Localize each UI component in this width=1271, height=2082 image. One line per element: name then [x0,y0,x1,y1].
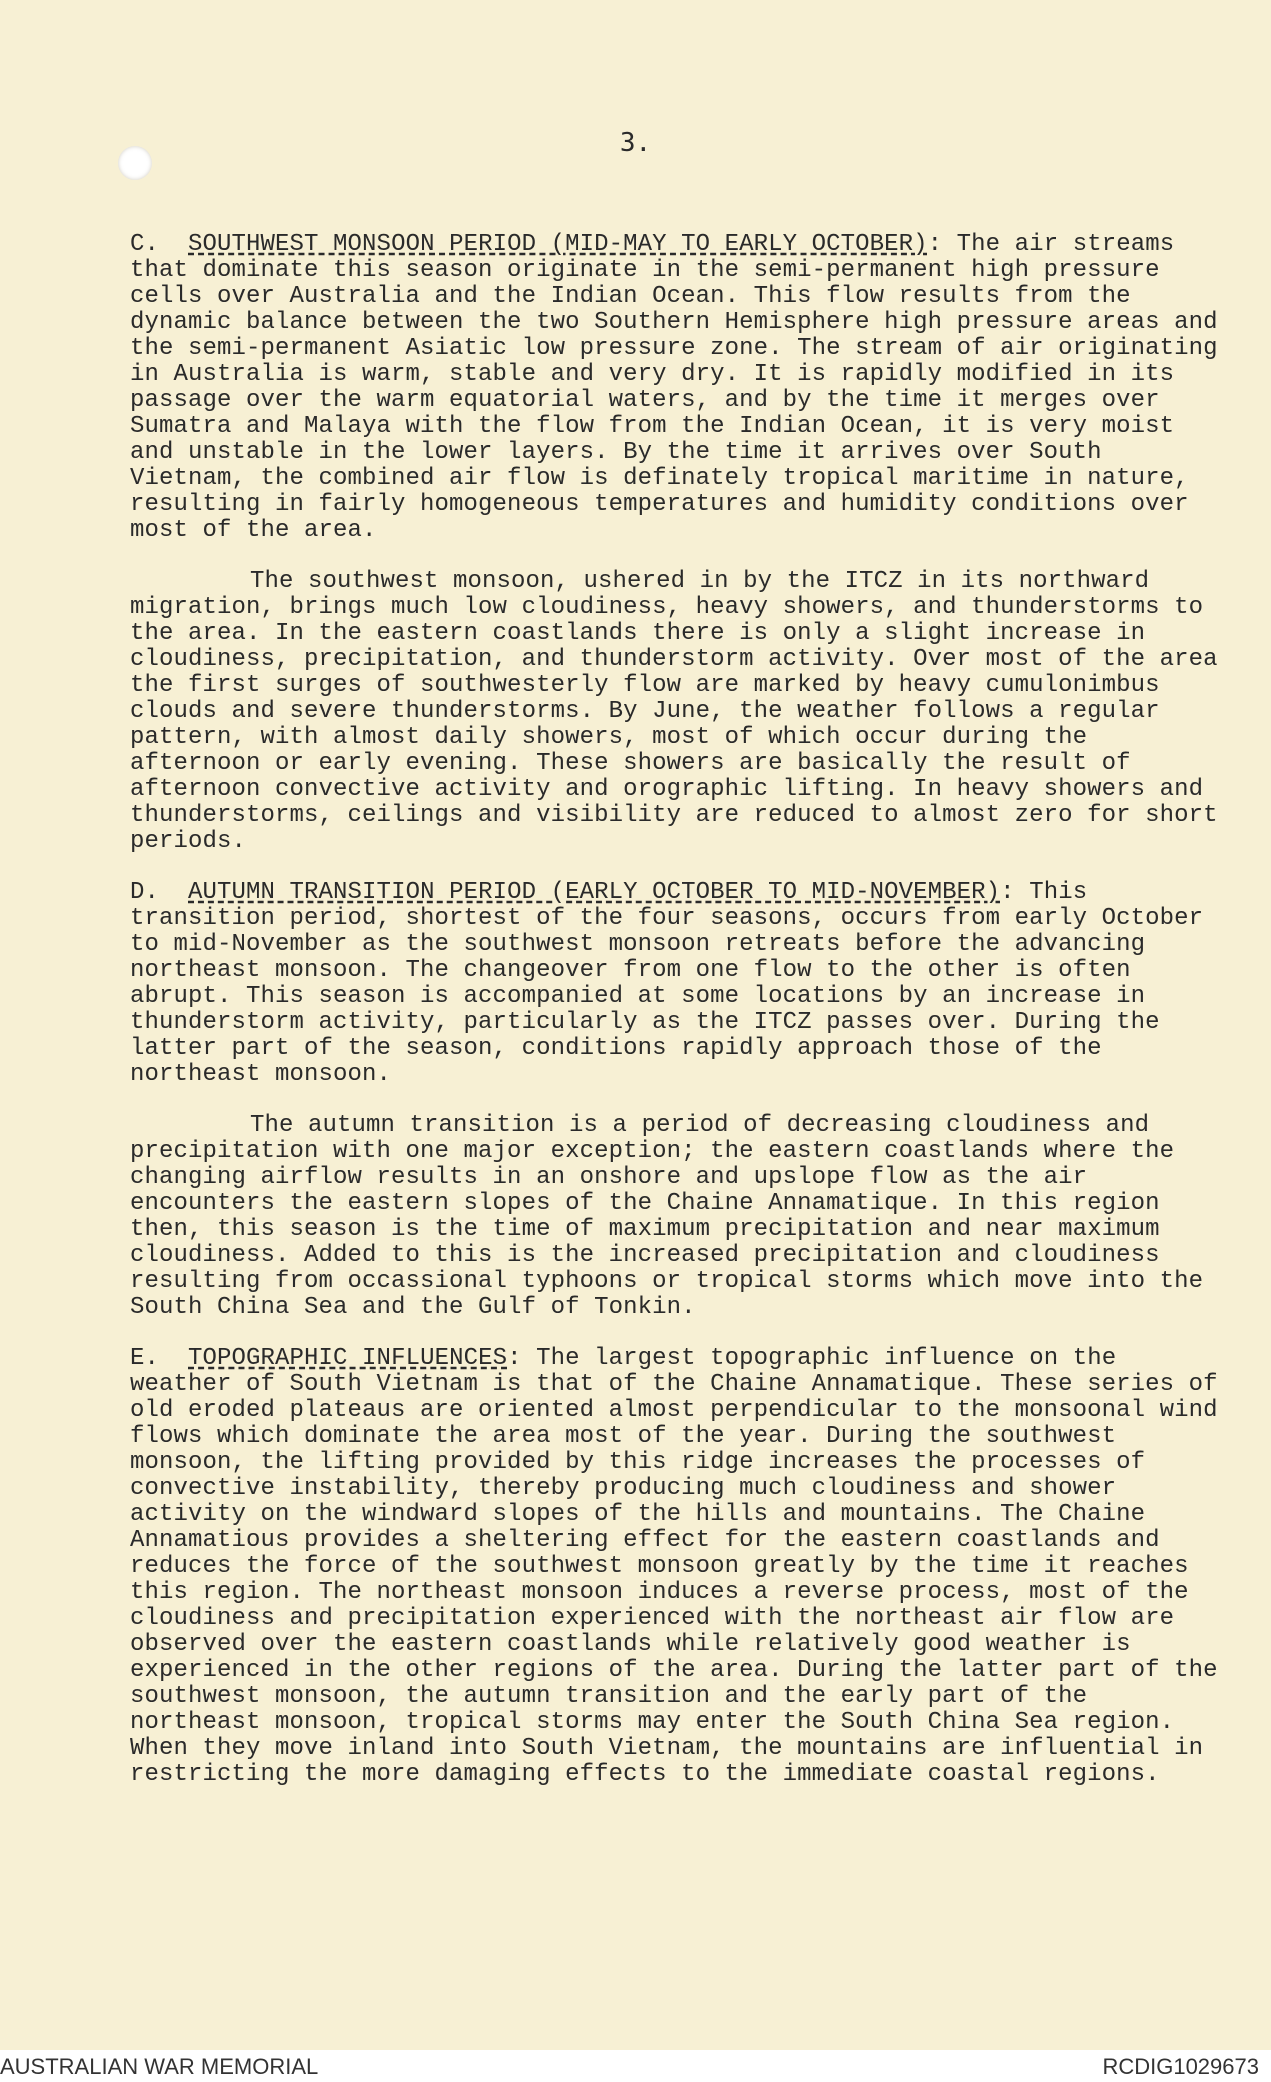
section-c-text: The air streams that dominate this season originate in the semi-permanent high pressure cells over Australia and the Indian Ocean. This flow results from the dynamic balance between the two Southern Hemisphere high pressure areas and the semi-permanent Asiatic low pressure zone. The stream of air originating in Australia is warm, stable and very dry. It is rapidly modified in its passage over the warm equatorial waters, and by the time it merges over Sumatra and Malaya with the flow from the Indian Ocean, it is very moist and unstable in the lower layers. By the time it arrives over South Vietnam, the combined air flow is definately tropical maritime in nature, resulting in fairly homogeneous temperatures and humidity conditions over most of the area. [130,231,1233,544]
footer-institution: AUSTRALIAN WAR MEMORIAL [0,2054,319,2079]
page-number: 3. [619,128,652,158]
footer-record-id: RCDIG1029673 [1102,2054,1259,2079]
section-c-separator: : [927,231,943,258]
section-d-paragraph-2: The autumn transition is a period of decreasing cloudiness and precipitation with one major exception; the eastern coastlands where the changing airflow results in an onshore and upslope flow as the air encounters the eastern slopes of the Chaine Annamatique. In this region then, this season is the time of maximum precipitation and near maximum cloudiness. Added to this is the increased precipitation and cloudiness resulting from occassional typhoons or tropical storms which move into the South China Sea and the Gulf of Tonkin. [130,1112,1218,1321]
section-d-letter: D. [130,879,160,906]
section-e-text: The largest topographic influence on the weather of South Vietnam is that of the Chaine Annamatique. These series of old eroded plateaus are oriented almost perpendicular to the monsoonal wind flows which dominate the area most of the year. During the southwest monsoon, the lifting provided by this ridge increases the processes of convective instability, thereby producing much cloudiness and shower activity on the windward slopes of the hills and mountains. The Chaine Annamatious provides a sheltering effect for the eastern coastlands and reduces the force of the southwest monsoon greatly by the time it reaches this region. The northeast monsoon induces a reverse process, most of the cloudiness and precipitation experienced with the northeast air flow are observed over the eastern coastlands while relatively good weather is experienced in the other regions of the area. During the latter part of the southwest monsoon, the autumn transition and the early part of the northeast monsoon, tropical storms may enter the South China Sea region. When they move inland into South Vietnam, the mountains are influential in restricting the more damaging effects to the immediate coastal regions. [130,1345,1233,1788]
section-c-paragraph [130,231,1233,544]
section-e-letter: E. [130,1345,160,1372]
footer-bar [0,2050,1271,2082]
section-c-heading: SOUTHWEST MONSOON PERIOD (MID-MAY TO EARLY OCTOBER) [188,231,928,258]
section-e-heading: TOPOGRAPHIC INFLUENCES [188,1345,508,1372]
section-d-paragraph [130,880,1230,1088]
section-d-heading: AUTUMN TRANSITION PERIOD (EARLY OCTOBER TO MID-NOVEMBER) [188,879,1001,906]
section-d-separator: : [1000,879,1015,906]
section-c-letter: C. [130,231,160,258]
section-c-paragraph-2: The southwest monsoon, ushered in by the ITCZ in its northward migration, brings much low cloudiness, heavy showers, and thunderstorms to the area. In the eastern coastlands there is only a slight increase in cloudiness, precipitation, and thunderstorm activity. Over most of the area the first surges of southwesterly flow are marked by heavy cumulonimbus clouds and severe thunderstorms. By June, the weather follows a regular pattern, with almost daily showers, most of which occur during the afternoon or early evening. These showers are basically the result of afternoon convective activity and orographic lifting. In heavy showers and thunderstorms, ceilings and visibility are reduced to almost zero for short periods. [130,568,1233,855]
document-body [130,231,1233,1813]
section-e-paragraph [130,1345,1233,1788]
section-e-separator: : [507,1345,522,1372]
section-d-text: This transition period, shortest of the four seasons, occurs from early October to mid-November as the southwest monsoon retreats before the advancing northeast monsoon. The changeover from one flow to the other is often abrupt. This season is accompanied at some locations by an increase in thunderstorm activity, particularly as the ITCZ passes over. During the latter part of the season, conditions rapidly approach those of the northeast monsoon. [130,879,1218,1088]
